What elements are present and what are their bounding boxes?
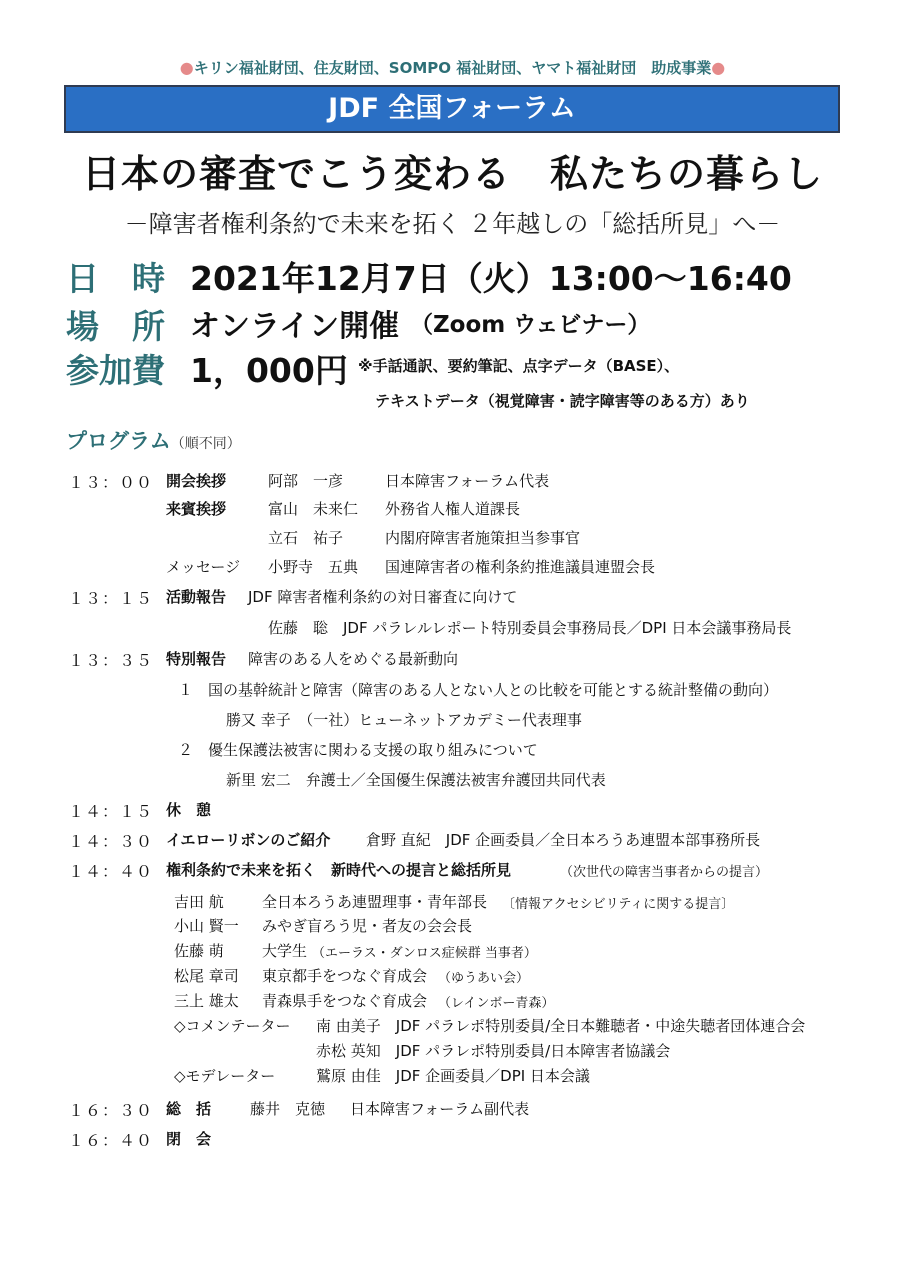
fee-value: 1，000円	[190, 351, 348, 390]
sponsor-text: キリン福祉財団、住友財団、SOMPO 福祉財団、ヤマト福祉財団 助成事業	[193, 59, 712, 77]
time-1415: １４：１５	[68, 802, 154, 821]
venue-note: （Zoom ウェビナー）	[410, 312, 651, 338]
guest1-name: 富山 未来仁	[268, 500, 359, 518]
message-role: 国連障害者の権利条約推進議員連盟会長	[385, 558, 656, 576]
commentator-label: ◇コメンテーター	[174, 1017, 291, 1035]
dot-icon: ●	[179, 58, 194, 77]
dot-icon: ●	[711, 58, 726, 77]
fee-note-1: ※手話通訳、要約筆記、点字データ（BASE）、	[358, 357, 680, 375]
program-heading-note: （順不同）	[170, 436, 241, 452]
special-topic: 障害のある人をめぐる最新動向	[248, 650, 459, 668]
yellow-ribbon-label: イエローリボンのご紹介	[166, 831, 331, 849]
proposal-label: 権利条約で未来を拓く 新時代への提言と総括所見	[166, 861, 512, 879]
panelist-2-role: みやぎ盲ろう児・者友の会会長	[262, 917, 473, 935]
panelist-4-name: 松尾 章司	[174, 967, 239, 985]
special-label: 特別報告	[166, 650, 227, 668]
activity-topic: JDF 障害者権利条約の対日審査に向けて	[248, 588, 518, 606]
summary-label: 総 括	[166, 1100, 212, 1118]
special-item-1-speaker: 勝又 幸子 （一社）ヒューネットアカデミー代表理事	[226, 711, 582, 729]
panelist-5-note: （レインボー青森）	[438, 996, 555, 1011]
message-name: 小野寺 五典	[268, 558, 359, 576]
opening-label: 開会挨拶	[166, 472, 227, 490]
panelist-1-name: 吉田 航	[174, 893, 224, 911]
summary-role: 日本障害フォーラム副代表	[350, 1100, 530, 1118]
proposal-note: （次世代の障害当事者からの提言）	[560, 865, 769, 880]
activity-label: 活動報告	[166, 588, 227, 606]
time-1630: １６：３０	[68, 1101, 154, 1120]
guest1-role: 外務省人権人道課長	[385, 500, 521, 518]
fee-label: 参加費	[66, 351, 165, 390]
panelist-4-note: （ゆうあい会）	[438, 971, 530, 986]
guest-label: 来賓挨拶	[166, 500, 227, 518]
panelist-4-role: 東京都手をつなぐ育成会	[262, 967, 428, 985]
message-label: メッセージ	[166, 558, 241, 576]
opening-role: 日本障害フォーラム代表	[385, 472, 550, 490]
panelist-3-note: （エーラス・ダンロス症候群 当事者）	[312, 946, 537, 961]
panelist-5-name: 三上 雄太	[174, 992, 239, 1010]
yellow-ribbon-speaker: 倉野 直紀 JDF 企画委員／全日本ろうあ連盟本部事務所長	[366, 831, 761, 849]
venue-label: 場 所	[66, 307, 165, 346]
program-heading	[66, 425, 241, 455]
page-subtitle: －障害者権利条約で未来を拓く ２年越しの「総括所見」へ－	[124, 210, 781, 238]
guest2-role: 内閣府障害者施策担当参事官	[385, 529, 581, 547]
panelist-5-role: 青森県手をつなぐ育成会	[262, 992, 428, 1010]
special-item-2: ２ 優生保護法被害に関わる支援の取り組みについて	[178, 741, 538, 759]
fee-note-2: テキストデータ（視覚障害・読字障害等のある方）あり	[375, 392, 750, 410]
time-1300: １３：００	[68, 473, 154, 492]
guest2-name: 立石 祐子	[268, 529, 344, 547]
forum-banner: JDF 全国フォーラム	[64, 85, 840, 133]
sponsor-line	[0, 57, 905, 78]
panelist-3-name: 佐藤 萌	[174, 942, 224, 960]
program-heading-text: プログラム	[66, 429, 171, 453]
panelist-1-note: 〔情報アクセシビリティに関する提言〕	[502, 897, 735, 912]
moderator-label: ◇モデレーター	[174, 1067, 276, 1085]
time-1430: １４：３０	[68, 832, 154, 851]
commentator-2: 赤松 英知 JDF パラレポ特別委員/日本障害者協議会	[316, 1042, 671, 1060]
special-item-2-speaker: 新里 宏二 弁護士／全国優生保護法被害弁護団共同代表	[226, 771, 606, 789]
panelist-2-name: 小山 賢一	[174, 917, 239, 935]
time-1335: １３：３５	[68, 651, 154, 670]
summary-name: 藤井 克徳	[250, 1100, 326, 1118]
date-label: 日 時	[66, 259, 165, 298]
moderator-1: 鷲原 由佳 JDF 企画委員／DPI 日本会議	[316, 1067, 590, 1085]
activity-speaker: 佐藤 聡 JDF パラレルレポート特別委員会事務局長／DPI 日本会議事務局長	[268, 619, 792, 637]
opening-name: 阿部 一彦	[268, 472, 344, 490]
time-1640: １６：４０	[68, 1131, 154, 1150]
break-label: 休 憩	[166, 801, 212, 819]
special-item-1: １ 国の基幹統計と障害（障害のある人とない人との比較を可能とする統計整備の動向）	[178, 681, 779, 699]
time-1315: １３：１５	[68, 589, 154, 608]
venue-value: オンライン開催	[190, 309, 400, 344]
date-value: 2021年12月7日（火）13:00〜16:40	[190, 259, 792, 298]
panelist-1-role: 全日本ろうあ連盟理事・青年部長	[262, 893, 488, 911]
panelist-3-role: 大学生	[262, 942, 308, 960]
commentator-1: 南 由美子 JDF パラレポ特別委員/全日本難聴者・中途失聴者団体連合会	[316, 1017, 806, 1035]
time-1440: １４：４０	[68, 862, 154, 881]
page-title: 日本の審査でこう変わる 私たちの暮らし	[81, 152, 823, 196]
closing-label: 閉 会	[166, 1130, 212, 1148]
